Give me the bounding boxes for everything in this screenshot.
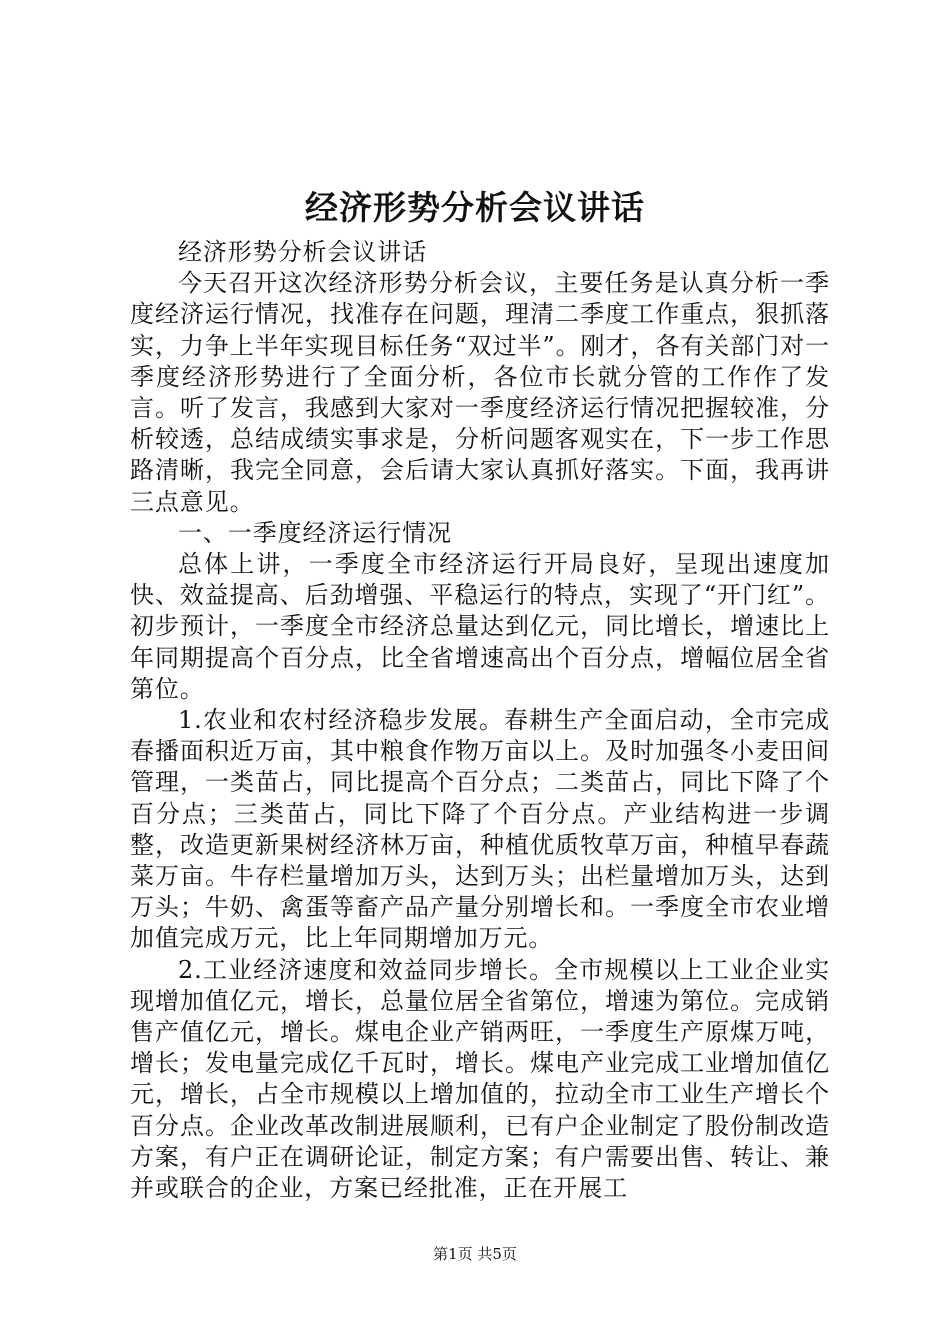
paragraph-agriculture: 1.农业和农村经济稳步发展。春耕生产全面启动，全市完成春播面积近万亩，其中粮食作物万亩以上。及时加强冬小麦田间管理，一类苗占，同比提高个百分点；二类苗占，同比下降了个百分点；三类苗占，同比下降了个百分点。产业结构进一步调整，改造更新果树经济林万亩，种植优质牧草万亩，种植早春蔬菜万亩。牛存栏量增加万头，达到万头；出栏量增加万头，达到万头；牛奶、禽蛋等畜产品产量分别增长和。一季度全市农业增加值完成万元，比上年同期增加万元。 [130,706,830,953]
paragraph-industry: 2.工业经济速度和效益同步增长。全市规模以上工业企业实现增加值亿元，增长，总量位居全省第位，增速为第位。完成销售产值亿元，增长。煤电企业产销两旺，一季度生产原煤万吨，增长；发电量完成亿千瓦时，增长。煤电产业完成工业增加值亿元，增长，占全市规模以上增加值的，拉动全市工业生产增长个百分点。企业改革改制进展顺利，已有户企业制定了股份制改造方案，有户正在调研论证，制定方案；有户需要出售、转让、兼并或联合的企业，方案已经批准，正在开展工 [130,955,830,1203]
paragraph-subtitle: 经济形势分析会议讲话 [178,238,427,266]
paragraph-overview: 总体上讲，一季度全市经济运行开局良好，呈现出速度加快、效益提高、后劲增强、平稳运行的特点，实现了“开门红”。初步预计，一季度全市经济总量达到亿元，同比增长，增速比上年同期提高个百分点，比全省增速高出个百分点，增幅位居全省第位。 [130,550,830,703]
paragraph-opening: 今天召开这次经济形势分析会议，主要任务是认真分析一季度经济运行情况，找准存在问题，理清二季度工作重点，狠抓落实，力争上半年实现目标任务“双过半”。刚才，各有关部门对一季度经济形势进行了全面分析，各位市长就分管的工作作了发言。听了发言，我感到大家对一季度经济运行情况把握较准，分析较透，总结成绩实事求是，分析问题客观实在，下一步工作思路清晰，我完全同意，会后请大家认真抓好落实。下面，我再讲三点意见。 [130,269,830,516]
document-body [130,237,830,1204]
page-footer: 第1页 共5页 [433,1245,517,1263]
document-title: 经济形势分析会议讲话 [305,188,645,227]
section-heading-1: 一、一季度经济运行情况 [178,518,452,547]
